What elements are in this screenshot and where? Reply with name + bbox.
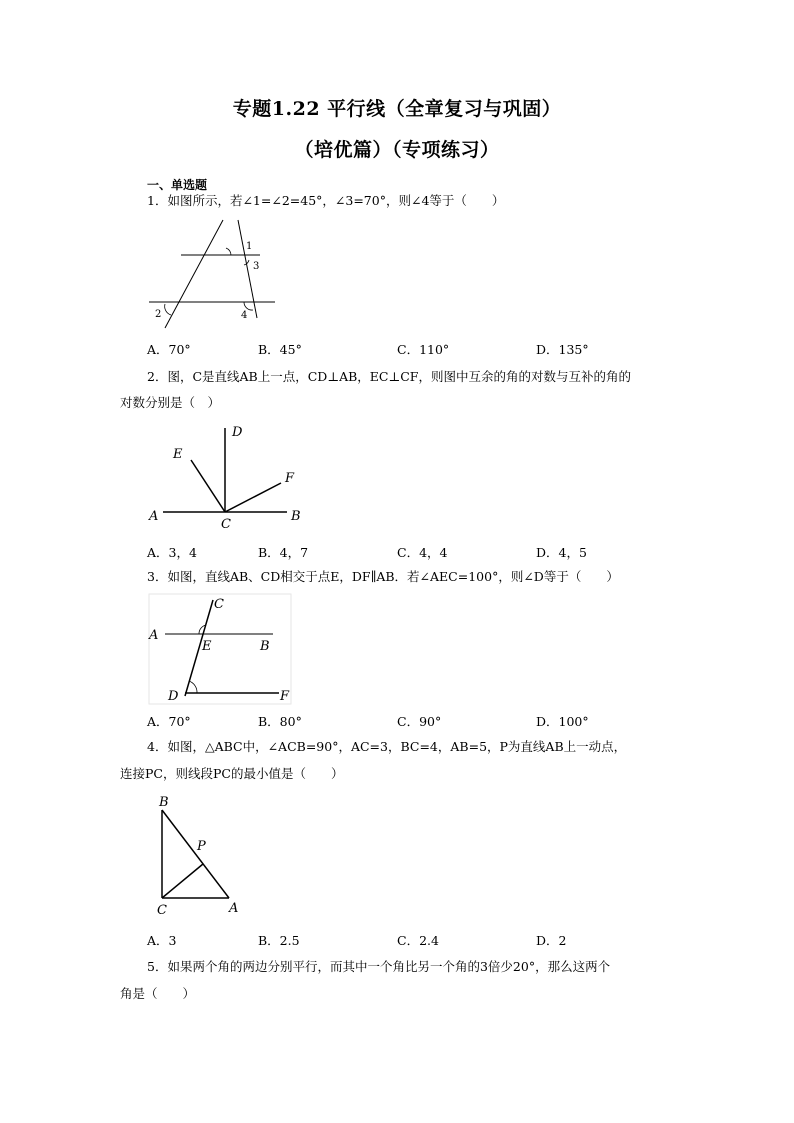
- q2-label-b: B: [291, 509, 301, 524]
- question-3-text: 3．如图，直线AB、CD相交于点E，DF∥AB．若∠AEC=100°，则∠D等于（ ）: [147, 569, 619, 584]
- title-line-2: （培优篇）（专项练习）: [294, 139, 500, 161]
- q4-option-c[interactable]: C．2.4: [397, 933, 439, 948]
- q3-label-f: F: [280, 689, 290, 704]
- question-5-text-line-1: 5．如果两个角的两边分别平行，而其中一个角比另一个角的3倍少20°，那么这两个: [147, 959, 611, 974]
- q1-option-c[interactable]: C．110°: [397, 342, 450, 357]
- q2-label-d: D: [232, 425, 243, 440]
- question-4-text-line-1: 4．如图，△ABC中，∠ACB=90°，AC=3，BC=4，AB=5，P为直线AB上一动点，: [147, 739, 627, 754]
- q2-option-d[interactable]: D．4，5: [536, 545, 587, 560]
- question-1-figure: [145, 218, 285, 333]
- q2-option-a[interactable]: A．3，4: [147, 545, 197, 560]
- q2-option-c[interactable]: C．4，4: [397, 545, 448, 560]
- q1-label-2: 2: [155, 309, 162, 320]
- q3-label-c: C: [214, 597, 224, 612]
- section-heading: 一、单选题: [147, 178, 208, 192]
- title-line-1: 专题1.22 平行线（全章复习与巩固）: [232, 98, 562, 120]
- q2-label-e: E: [173, 447, 183, 462]
- q1-label-1: 1: [246, 241, 253, 252]
- q3-option-a[interactable]: A．70°: [147, 714, 191, 729]
- q1-option-a[interactable]: A．70°: [147, 342, 191, 357]
- q4-label-p: P: [197, 839, 206, 854]
- q3-label-b: B: [260, 639, 270, 654]
- question-5-text-line-2: 角是（ ）: [120, 986, 196, 1001]
- q2-label-c: C: [221, 517, 231, 532]
- q2-label-a: A: [149, 509, 159, 524]
- q3-option-d[interactable]: D．100°: [536, 714, 589, 729]
- q1-option-b[interactable]: B．45°: [258, 342, 302, 357]
- question-3-figure: [145, 592, 295, 707]
- q2-option-b[interactable]: B．4，7: [258, 545, 309, 560]
- question-1-text: 1．如图所示，若∠1=∠2=45°，∠3=70°，则∠4等于（ ）: [147, 193, 505, 208]
- q2-label-f: F: [285, 471, 295, 486]
- question-4-text-line-2: 连接PC，则线段PC的最小值是（ ）: [120, 766, 344, 781]
- q4-label-a: A: [229, 901, 239, 916]
- q4-option-b[interactable]: B．2.5: [258, 933, 300, 948]
- q3-label-d: D: [168, 689, 179, 704]
- q4-label-b: B: [159, 795, 169, 810]
- q1-option-d[interactable]: D．135°: [536, 342, 589, 357]
- question-2-text-line-2: 对数分别是（ ）: [120, 395, 221, 410]
- q4-option-d[interactable]: D．2: [536, 933, 567, 948]
- q3-label-e: E: [202, 639, 212, 654]
- q3-label-a: A: [149, 628, 159, 643]
- q4-option-a[interactable]: A．3: [147, 933, 177, 948]
- q3-option-b[interactable]: B．80°: [258, 714, 302, 729]
- q1-label-4: 4: [241, 310, 248, 321]
- q1-label-3: 3: [253, 261, 260, 272]
- question-2-figure: [145, 420, 310, 535]
- q4-label-c: C: [157, 903, 167, 918]
- question-2-text-line-1: 2．图，C是直线AB上一点，CD⊥AB，EC⊥CF，则图中互余的角的对数与互补的角的: [147, 369, 631, 384]
- question-4-figure: [145, 792, 255, 917]
- q3-option-c[interactable]: C．90°: [397, 714, 442, 729]
